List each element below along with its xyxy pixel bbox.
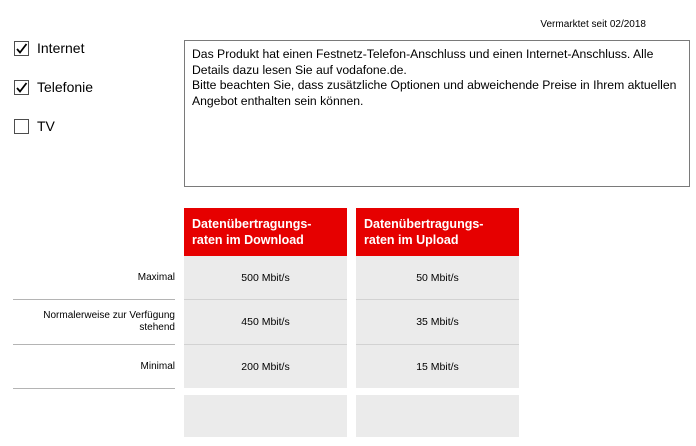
row-label-normal: Normalerweise zur Verfügung stehend: [43, 310, 175, 333]
upload-value-minimal: 15 Mbit/s: [356, 345, 519, 388]
checkmark-icon: [15, 42, 28, 55]
service-tv[interactable]: [14, 118, 55, 134]
product-description: [184, 40, 690, 187]
service-internet[interactable]: [14, 40, 84, 56]
row-divider: [13, 388, 175, 389]
telefonie-checkbox[interactable]: [14, 80, 29, 95]
download-value-minimal: 200 Mbit/s: [184, 345, 347, 388]
tv-checkbox[interactable]: [14, 119, 29, 134]
empty-cell-download: [184, 395, 347, 437]
service-telefonie[interactable]: [14, 79, 93, 95]
download-value-maximal: 500 Mbit/s: [184, 256, 347, 299]
upload-value-maximal: 50 Mbit/s: [356, 256, 519, 299]
telefonie-label: Telefonie: [37, 79, 94, 95]
download-value-normal: 450 Mbit/s: [184, 300, 347, 344]
row-label-maximal: Maximal: [137, 271, 175, 283]
row-label-minimal: Minimal: [140, 360, 175, 372]
upload-value-normal: 35 Mbit/s: [356, 300, 519, 344]
description-line-1: Das Produkt hat einen Festnetz-Telefon-Anschluss und einen Internet-Anschluss. Alle Details dazu lesen Sie auf vodafone.de.: [192, 47, 654, 77]
internet-label: Internet: [37, 40, 85, 56]
upload-column-header: Datenübertragungs-raten im Upload: [356, 208, 519, 256]
checkmark-icon: [15, 81, 28, 94]
internet-checkbox[interactable]: [14, 41, 29, 56]
tv-label: TV: [37, 118, 55, 134]
description-line-2: Bitte beachten Sie, dass zusätzliche Optionen und abweichende Preise in Ihrem aktuellen Angebot enthalten sein können.: [192, 78, 677, 108]
marketed-since-label: Vermarktet seit 02/2018: [540, 19, 646, 30]
download-column-header: Datenübertragungs-raten im Download: [184, 208, 347, 256]
empty-cell-upload: [356, 395, 519, 437]
